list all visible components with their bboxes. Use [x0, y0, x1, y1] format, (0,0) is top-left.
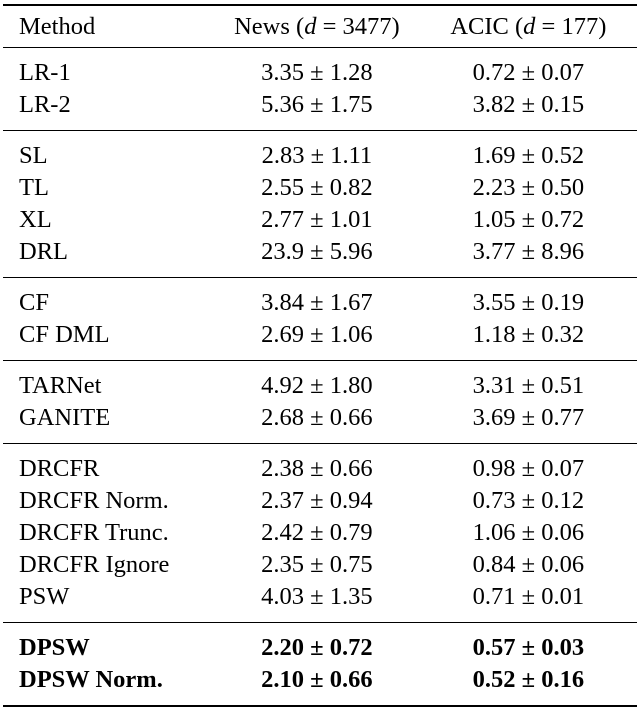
news-value-cell: 23.9 ± 5.96: [261, 238, 373, 265]
table-header: [3, 5, 637, 48]
method-cell: DRCFR Ignore: [19, 551, 170, 578]
header-method: Method: [19, 12, 96, 40]
method-cell: GANITE: [19, 404, 111, 431]
acic-value-cell: 0.72 ± 0.07: [472, 59, 585, 86]
header-row: [3, 5, 637, 48]
table-row: [3, 549, 637, 581]
acic-value-cell: 1.06 ± 0.06: [472, 519, 585, 546]
table-row: [3, 517, 637, 549]
method-cell: DRCFR Norm.: [19, 487, 169, 514]
table-row: [3, 172, 637, 204]
acic-value-cell: 0.84 ± 0.06: [472, 551, 585, 578]
table-row: [3, 278, 637, 320]
header-acic: [420, 5, 637, 48]
news-value-cell: 5.36 ± 1.75: [261, 91, 373, 118]
method-cell: DPSW: [19, 634, 90, 661]
header-news: [214, 5, 420, 48]
acic-value-cell: 1.05 ± 0.72: [472, 206, 585, 233]
method-group: [3, 623, 637, 707]
news-value-cell: 2.42 ± 0.79: [261, 519, 373, 546]
table-row: [3, 89, 637, 131]
method-group: [3, 444, 637, 623]
acic-value-cell: 0.71 ± 0.01: [472, 583, 585, 610]
news-value-cell: 2.83 ± 1.11: [261, 142, 373, 169]
acic-value-cell: 0.73 ± 0.12: [472, 487, 585, 514]
news-value-cell: 2.38 ± 0.66: [261, 455, 373, 482]
method-group: [3, 131, 637, 278]
method-cell: DPSW Norm.: [19, 666, 163, 693]
news-value-cell: 2.69 ± 1.06: [261, 321, 373, 348]
method-cell: DRCFR: [19, 455, 100, 482]
acic-value-cell: 1.18 ± 0.32: [472, 321, 585, 348]
news-value-cell: 2.37 ± 0.94: [261, 487, 373, 514]
acic-value-cell: 0.98 ± 0.07: [472, 455, 585, 482]
method-cell: PSW: [19, 583, 70, 610]
acic-value-cell: 3.55 ± 0.19: [472, 289, 585, 316]
news-value-cell: 4.03 ± 1.35: [261, 583, 373, 610]
table-row: [3, 48, 637, 90]
method-cell: CF: [19, 289, 49, 316]
header-news-prefix: News (: [234, 12, 305, 40]
table-row: [3, 319, 637, 361]
acic-value-cell: 3.77 ± 8.96: [472, 238, 585, 265]
results-table: [3, 4, 637, 707]
news-value-cell: 4.92 ± 1.80: [261, 372, 373, 399]
method-group: [3, 278, 637, 361]
table-row: [3, 623, 637, 665]
table-row: [3, 581, 637, 623]
method-cell: LR-2: [19, 91, 71, 118]
table-row: [3, 402, 637, 444]
acic-value-cell: 3.69 ± 0.77: [472, 404, 585, 431]
method-cell: DRL: [19, 238, 68, 265]
table-row: [3, 204, 637, 236]
news-value-cell: 2.77 ± 1.01: [261, 206, 373, 233]
news-value-cell: 3.35 ± 1.28: [261, 59, 373, 86]
method-group: [3, 361, 637, 444]
method-cell: CF DML: [19, 321, 110, 348]
news-value-cell: 3.84 ± 1.67: [261, 289, 373, 316]
method-cell: DRCFR Trunc.: [19, 519, 169, 546]
news-value-cell: 2.10 ± 0.66: [261, 666, 373, 693]
table-row: [3, 131, 637, 173]
method-cell: TARNet: [19, 372, 102, 399]
table-row: [3, 664, 637, 706]
table-row: [3, 444, 637, 486]
table-row: [3, 485, 637, 517]
news-value-cell: 2.55 ± 0.82: [261, 174, 373, 201]
header-news-variable: d: [304, 12, 317, 40]
news-value-cell: 2.68 ± 0.66: [261, 404, 373, 431]
method-group: [3, 48, 637, 131]
table-row: [3, 361, 637, 403]
acic-value-cell: 0.52 ± 0.16: [472, 666, 585, 693]
method-cell: TL: [19, 174, 49, 201]
header-acic-suffix: = 177): [535, 12, 607, 40]
acic-value-cell: 3.82 ± 0.15: [472, 91, 585, 118]
acic-value-cell: 0.57 ± 0.03: [472, 634, 585, 661]
header-acic-prefix: ACIC (: [450, 12, 524, 40]
news-value-cell: 2.35 ± 0.75: [261, 551, 373, 578]
method-cell: LR-1: [19, 59, 71, 86]
acic-value-cell: 3.31 ± 0.51: [472, 372, 585, 399]
header-news-suffix: = 3477): [316, 12, 400, 40]
header-acic-variable: d: [523, 12, 536, 40]
table-row: [3, 236, 637, 278]
method-cell: SL: [19, 142, 48, 169]
acic-value-cell: 2.23 ± 0.50: [472, 174, 585, 201]
method-cell: XL: [19, 206, 52, 233]
acic-value-cell: 1.69 ± 0.52: [472, 142, 585, 169]
news-value-cell: 2.20 ± 0.72: [261, 634, 373, 661]
